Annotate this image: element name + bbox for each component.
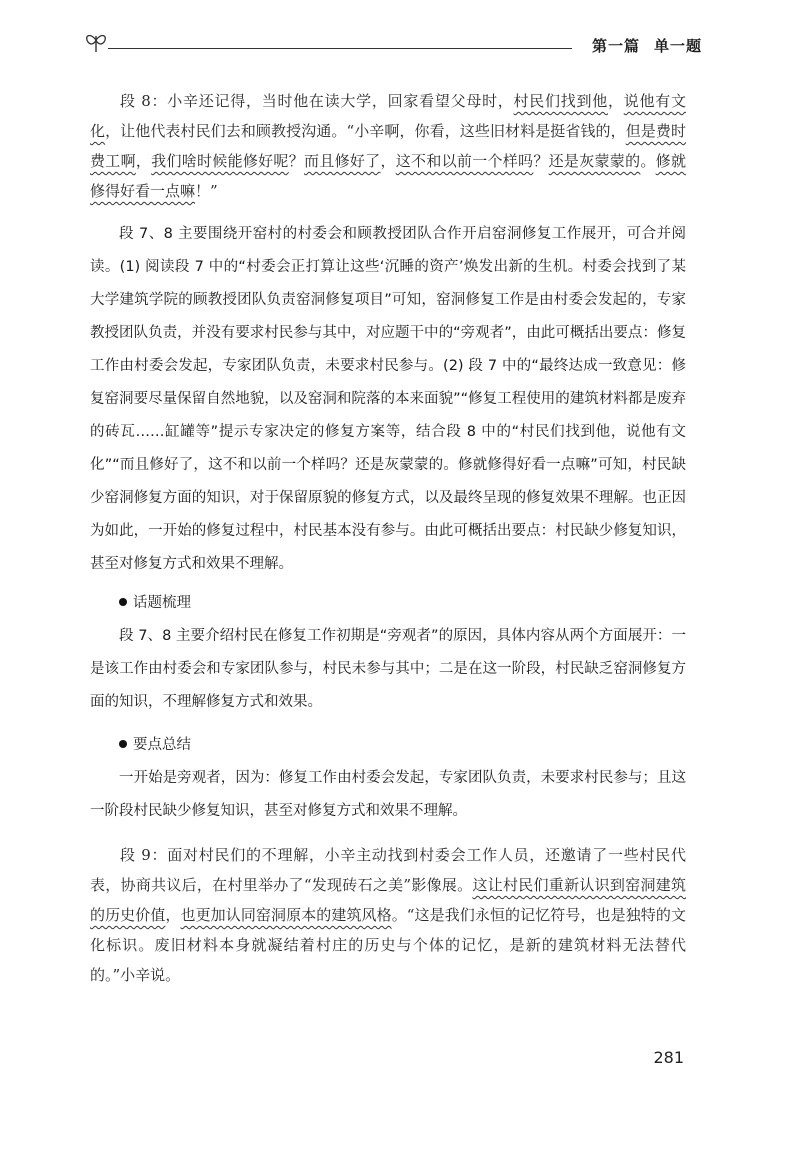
p9-text: ， [165,906,181,924]
p8-underline: 我们啥时候能修好呢 [151,152,289,170]
p9-text: 。“这是我们永恒的记忆符号，也是独特的文化标识。废旧材料本身就凝结着村庄的历史与个体的记忆，是新的建筑材料无法替代的。”小辛说。 [90,906,686,984]
page-number: 281 [653,1048,684,1067]
analysis-paragraph: 段 7、8 主要围绕开窑村的村委会和顾教授团队合作开启窑洞修复工作展开，可合并阅读。(1) 阅读段 7 中的“村委会正打算让这些‘沉睡的资产’焕发出新的生机。村委会找到了某大学建筑学院的顾教授团队负责窑洞修复项目”可知，窑洞修复工作是由村委会发起的，专家教授团队负责，并没有要求村民参与其中，对应题干中的“旁观者”，由此可概括出要点：修复工作由村委会发起，专家团队负责，未要求村民参与。(2) 段 7 中的“最终达成一致意见：修复窑洞要尽量保留自然地貌，以及窑洞和院落的本来面貌”“修复工程使用的建筑材料都是废弃的砖瓦……缸罐等”提示专家决定的修复方案等，结合段 8 中的“村民们找到他，说他有文化”“而且修好了，这不和以前一个样吗？还是灰蒙蒙的。修就修得好看一点嘛”可知，村民缺少窑洞修复方面的知识，对于保留原貌的修复方式，以及最终呈现的修复效果不理解。也正因为如此，一开始的修复过程中，村民基本没有参与。由此可概括出要点：村民缺少修复知识，甚至对修复方式和效果不理解。 [90,226,686,572]
p8-text: ！” [195,182,218,200]
p8-underline: 还是灰蒙蒙的 [548,152,641,170]
keypoints-paragraph: 一开始是旁观者，因为：修复工作由村委会发起，专家团队负责，未要求村民参与；且这一阶段村民缺少修复知识，甚至对修复方式和效果不理解。 [90,770,686,819]
page-content [90,86,686,990]
p9-underline: 这让村民们重新认识到窑洞建筑的历史价值 [90,876,686,924]
p8-text: ？ [533,152,549,170]
p8-text: ，让他代表村民们去和顾教授沟通。“小辛啊，你看，这些旧材料是挺省钱的， [105,122,626,140]
bullet-icon [119,598,127,606]
p8-text: ， [380,152,396,170]
paragraph-9 [90,840,686,990]
header-rule [108,48,572,49]
keypoints-heading [90,729,686,762]
p8-underline: 但是费时费工啊 [90,122,686,170]
p8-text: 。 [640,152,656,170]
p8-underline: 村民们找到他 [513,92,608,110]
p8-underline: 而且修好了 [304,152,381,170]
topic-heading [90,587,686,620]
bullet-icon [119,740,127,748]
header-text [578,35,702,56]
p8-underline: 这不和以前一个样吗 [395,152,534,170]
keypoints-heading-text: 要点总结 [133,737,191,753]
p8-text: ， [135,152,152,170]
page-header [82,26,722,62]
p9-underline: 也更加认同窑洞原本的建筑风格 [180,906,392,924]
p8-text: ， [608,92,624,110]
p8-underline: 修就修得好看一点嘛 [90,152,686,200]
p8-underline: 说他有文化 [90,92,686,140]
topic-heading-text: 话题梳理 [133,595,191,611]
topic-paragraph: 段 7、8 主要介绍村民在修复工作初期是“旁观者”的原因，具体内容从两个方面展开：一是该工作由村委会和专家团队参与，村民未参与其中；二是在这一阶段，村民缺乏窑洞修复方面的知识，不理解修复方式和效果。 [90,628,686,710]
header-part: 第一篇 [591,37,640,55]
paragraph-8 [90,86,686,206]
p9-text: 段 9：面对村民们的不理解，小辛主动找到村委会工作人员，还邀请了一些村民代表，协商共议后，在村里举办了“发现砖石之美”影像展。 [90,846,686,894]
p8-text: ？ [288,152,305,170]
p8-text: 段 8：小辛还记得，当时他在读大学，回家看望父母时， [120,92,514,110]
leaf-icon [82,28,110,56]
header-title: 单一题 [653,37,702,55]
